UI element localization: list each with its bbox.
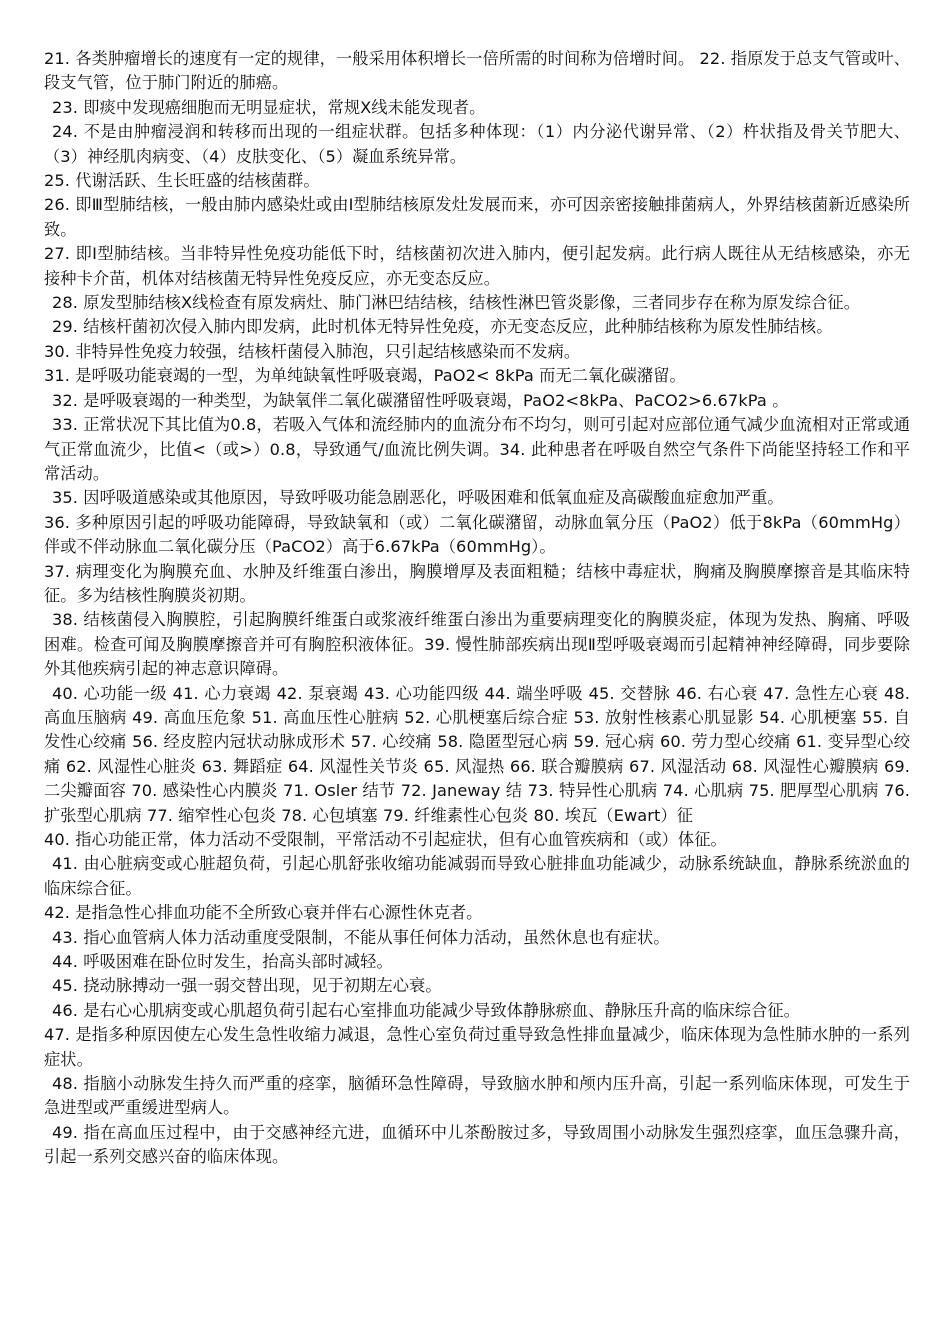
- paragraph-43: 43. 指心血管病人体力活动重度受限制，不能从事任何体力活动，虽然休息也有症状。: [52, 927, 670, 947]
- paragraph-33-34: 33. 正常状况下其比值为0.8，若吸入气体和流经肺内的血流分布不均匀，则可引起对应部位通气减少血流相对正常或通气正常血流少，比值<（或>）0.8，导致通气/血流比例失调。34. 此种患者在呼吸自然空气条件下尚能坚持轻工作和平常活动。: [44, 415, 910, 483]
- paragraph-42: 42. 是指急性心排血功能不全所致心衰并伴右心源性休克者。: [44, 903, 483, 923]
- paragraph-32: 32. 是呼吸衰竭的一种类型，为缺氧伴二氧化碳潴留性呼吸衰竭，PaO2<8kPa、PaCO2>6.67kPa 。: [52, 390, 789, 410]
- paragraph-23: 23. 即痰中发现癌细胞而无明显症状，常规X线未能发现者。: [52, 97, 486, 117]
- paragraph-21-22: 21. 各类肿瘤增长的速度有一定的规律，一般采用体积增长一倍所需的时间称为倍增时间。 22. 指原发于总支气管或叶、段支气管，位于肺门附近的肺癌。: [44, 49, 910, 93]
- paragraph-46: 46. 是右心心肌病变或心肌超负荷引起右心室排血功能减少导致体静脉瘀血、静脉压升高的临床综合征。: [52, 1000, 800, 1020]
- paragraph-26: 26. 即Ⅲ型肺结核，一般由肺内感染灶或由Ⅰ型肺结核原发灶发展而来，亦可因亲密接触排菌病人，外界结核菌新近感染所致。: [44, 195, 910, 239]
- document-page: [44, 47, 910, 1170]
- paragraph-30: 30. 非特异性免疫力较强，结核杆菌侵入肺泡，只引起结核感染而不发病。: [44, 341, 581, 361]
- paragraph-31: 31. 是呼吸功能衰竭的一型，为单纯缺氧性呼吸衰竭，PaO2< 8kPa 而无二氧化碳潴留。: [44, 366, 686, 386]
- paragraph-28: 28. 原发型肺结核X线检查有原发病灶、肺门淋巴结结核，结核性淋巴管炎影像，三者同步存在称为原发综合征。: [52, 293, 860, 313]
- term-list-40-80: 40. 心功能一级 41. 心力衰竭 42. 泵衰竭 43. 心功能四级 44. 端坐呼吸 45. 交替脉 46. 右心衰 47. 急性左心衰 48. 高血压脑病 49. 高血压危象 51. 高血压性心脏病 52. 心肌梗塞后综合症 53. 放射性核素心肌显影 54. 心肌梗塞 55. 自发性心绞痛 56. 经皮腔内冠状动脉成形术 57. 心绞痛 58. 隐匿型冠心病 59. 冠心病 60. 劳力型心绞痛 61. 变异型心绞痛 62. 风湿性心脏炎 63. 舞蹈症 64. 风湿性关节炎 65. 风湿热 66. 联合瓣膜病 67. 风湿活动 68. 风湿性心瓣膜病 69. 二尖瓣面容 70. 感染性心内膜炎 71. Osler 结节 72. Janeway 结 73. 特异性心肌病 74. 心肌病 75. 肥厚型心肌病 76. 扩张型心肌病 77. 缩窄性心包炎 78. 心包填塞 79. 纤维素性心包炎 80. 埃瓦（Ewart）征: [44, 683, 910, 825]
- paragraph-38-39: 38. 结核菌侵入胸膜腔，引起胸膜纤维蛋白或浆液纤维蛋白渗出为重要病理变化的胸膜炎症，体现为发热、胸痛、呼吸困难。检查可闻及胸膜摩擦音并可有胸腔积液体征。39. 慢性肺部疾病出现Ⅱ型呼吸衰竭而引起精神神经障碍，同步要除外其他疾病引起的神志意识障碍。: [44, 610, 910, 679]
- paragraph-27: 27. 即Ⅰ型肺结核。当非特异性免疫功能低下时，结核菌初次进入肺内，便引起发病。此行病人既往从无结核感染，亦无接种卡介苗，机体对结核菌无特异性免疫反应，亦无变态反应。: [44, 244, 910, 288]
- paragraph-47: 47. 是指多种原因使左心发生急性收缩力减退，急性心室负荷过重导致急性排血量减少，临床体现为急性肺水肿的一系列症状。: [44, 1025, 910, 1069]
- paragraph-25: 25. 代谢活跃、生长旺盛的结核菌群。: [44, 171, 320, 191]
- paragraph-41: 41. 由心脏病变或心脏超负荷，引起心肌舒张收缩功能减弱而导致心脏排血功能减少，动脉系统缺血，静脉系统淤血的临床综合征。: [44, 854, 910, 898]
- paragraph-37: 37. 病理变化为胸膜充血、水肿及纤维蛋白渗出，胸膜增厚及表面粗糙；结核中毒症状，胸痛及胸膜摩擦音是其临床特征。多为结核性胸膜炎初期。: [44, 561, 910, 605]
- paragraph-44: 44. 呼吸困难在卧位时发生，抬高头部时减轻。: [52, 952, 393, 972]
- paragraph-36: 36. 多种原因引起的呼吸功能障碍，导致缺氧和（或）二氧化碳潴留，动脉血氧分压（PaO2）低于8kPa（60mmHg）伴或不伴动脉血二氧化碳分压（PaCO2）高于6.67kPa（60mmHg）。: [44, 512, 910, 557]
- paragraph-35: 35. 因呼吸道感染或其他原因，导致呼吸功能急剧恶化，呼吸困难和低氧血症及高碳酸血症愈加严重。: [52, 488, 784, 508]
- paragraph-40: 40. 指心功能正常，体力活动不受限制，平常活动不引起症状，但有心血管疾病和（或）体征。: [44, 830, 727, 849]
- paragraph-29: 29. 结核杆菌初次侵入肺内即发病，此时机体无特异性免疫，亦无变态反应，此种肺结核称为原发性肺结核。: [52, 317, 833, 337]
- paragraph-48: 48. 指脑小动脉发生持久而严重的痉挛，脑循环急性障碍，导致脑水肿和颅内压升高，引起一系列临床体现，可发生于急进型或严重缓进型病人。: [44, 1074, 910, 1118]
- paragraph-24: 24. 不是由肿瘤浸润和转移而出现的一组症状群。包括多种体现：（1）内分泌代谢异常、（2）杵状指及骨关节肥大、（3）神经肌肉病变、（4）皮肤变化、（5）凝血系统异常。: [44, 122, 910, 166]
- paragraph-49: 49. 指在高血压过程中，由于交感神经亢进，血循环中儿茶酚胺过多，导致周围小动脉发生强烈痉挛，血压急骤升高，引起一系列交感兴奋的临床体现。: [44, 1122, 910, 1167]
- paragraph-45: 45. 挠动脉搏动一强一弱交替出现，见于初期左心衰。: [52, 976, 442, 996]
